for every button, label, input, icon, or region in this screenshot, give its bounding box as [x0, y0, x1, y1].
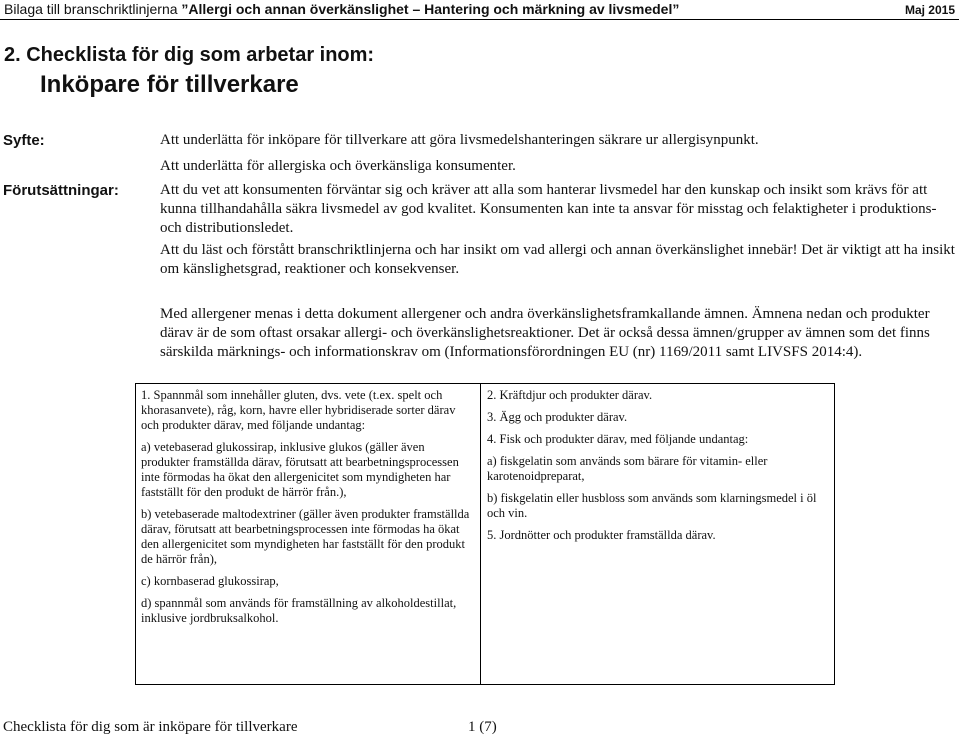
allergen-column-left: [141, 388, 473, 633]
exception-fish-gelatin-vitamins: a) fiskgelatin som används som bärare för vitamin- eller karotenoidpreparat,: [487, 454, 768, 483]
page-header: [0, 0, 959, 20]
exception-maltodextrins: b) vetebaserade maltodextriner (gäller även produkter framställda därav, förutsatt att bearbetningsprocessen inte förmodas ha ökat den allergenicitet som myndigheten har fastställt för den produkt de härrör från),: [141, 507, 470, 566]
allergen-table: [135, 383, 835, 685]
header-guideline-title: ”Allergi och annan överkänslighet – Hantering och märkning av livsmedel”: [181, 1, 680, 17]
purpose-line-2: Att underlätta för allergiska och överkänsliga konsumenter.: [160, 158, 516, 174]
allergen-column-right: [487, 388, 827, 550]
section-heading: 2. Checklista för dig som arbetar inom:: [4, 44, 375, 66]
allergen-item-crustaceans: 2. Kräftdjur och produkter därav.: [487, 388, 653, 402]
header-date: Maj 2015: [904, 3, 955, 17]
allergen-item-cereals: 1. Spannmål som innehåller gluten, dvs. vete (t.ex. spelt och khorasanvete), råg, korn, havre eller hybridiserade sorter därav och produkter därav, med följande undantag:: [141, 388, 456, 432]
footer-title: Checklista för dig som är inköpare för tillverkare: [3, 719, 298, 735]
prerequisites-label: Förutsättningar:: [3, 182, 119, 199]
exception-glucose-syrup: a) vetebaserad glukossirap, inklusive glukos (gäller även produkter framställda därav, förutsatt att bearbetningsprocessen inte förmodas ha ökat den allergenicitet som myndigheten har fastställt för den produkt de härrör från.),: [141, 440, 459, 499]
header-prefix: Bilaga till branschriktlinjerna: [4, 1, 182, 17]
prerequisite-paragraph-2: Att du läst och förstått branschriktlinjerna och har insikt om vad allergi och annan överkänslighet innebär! Det är viktigt att ha insikt om känslighetsgrad, reaktioner och konsekvenser.: [160, 242, 955, 277]
page-number: 1 (7): [468, 719, 497, 735]
page-footer: [3, 719, 953, 740]
exception-fish-gelatin-clarifying: b) fiskgelatin eller husbloss som används som klarningsmedel i öl och vin.: [487, 491, 817, 520]
allergen-item-peanuts: 5. Jordnötter och produkter framställda därav.: [487, 528, 716, 542]
exception-distillates: d) spannmål som används för framställning av alkoholdestillat, inklusive jordbruksalkohol.: [141, 596, 457, 625]
purpose-label: Syfte:: [3, 132, 45, 149]
allergen-item-eggs: 3. Ägg och produkter därav.: [487, 410, 628, 424]
header-document-reference: [4, 0, 679, 18]
page-title: Inköpare för tillverkare: [40, 71, 299, 98]
purpose-line-1: Att underlätta för inköpare för tillverkare att göra livsmedelshanteringen säkrare ur allergisynpunkt.: [160, 132, 759, 148]
intro-paragraph: Med allergener menas i detta dokument allergener och andra överkänslighetsframkallande ämnen. Ämnena nedan och produkter därav är de som oftast orsakar allergi- och överkänslighetsreaktioner. Det är också dessa ämnen/grupper av ämnen som det finns särskilda märknings- och informationskrav om (Informationsförordningen EU (nr) 1169/2011 samt LIVSFS 2014:4).: [160, 306, 930, 360]
table-column-divider: [480, 384, 481, 684]
exception-barley-glucose: c) kornbaserad glukossirap,: [141, 574, 279, 588]
prerequisite-paragraph-1: Att du vet att konsumenten förväntar sig och kräver att alla som hanterar livsmedel har den kunskap och insikt som krävs för att kunna tillhandahålla säkra livsmedel av god kvalitet. Konsumenten kan inte ta ansvar för misstag och felaktigheter i produktions- och distributionsledet.: [160, 182, 937, 236]
allergen-item-fish: 4. Fisk och produkter därav, med följande undantag:: [487, 432, 749, 446]
